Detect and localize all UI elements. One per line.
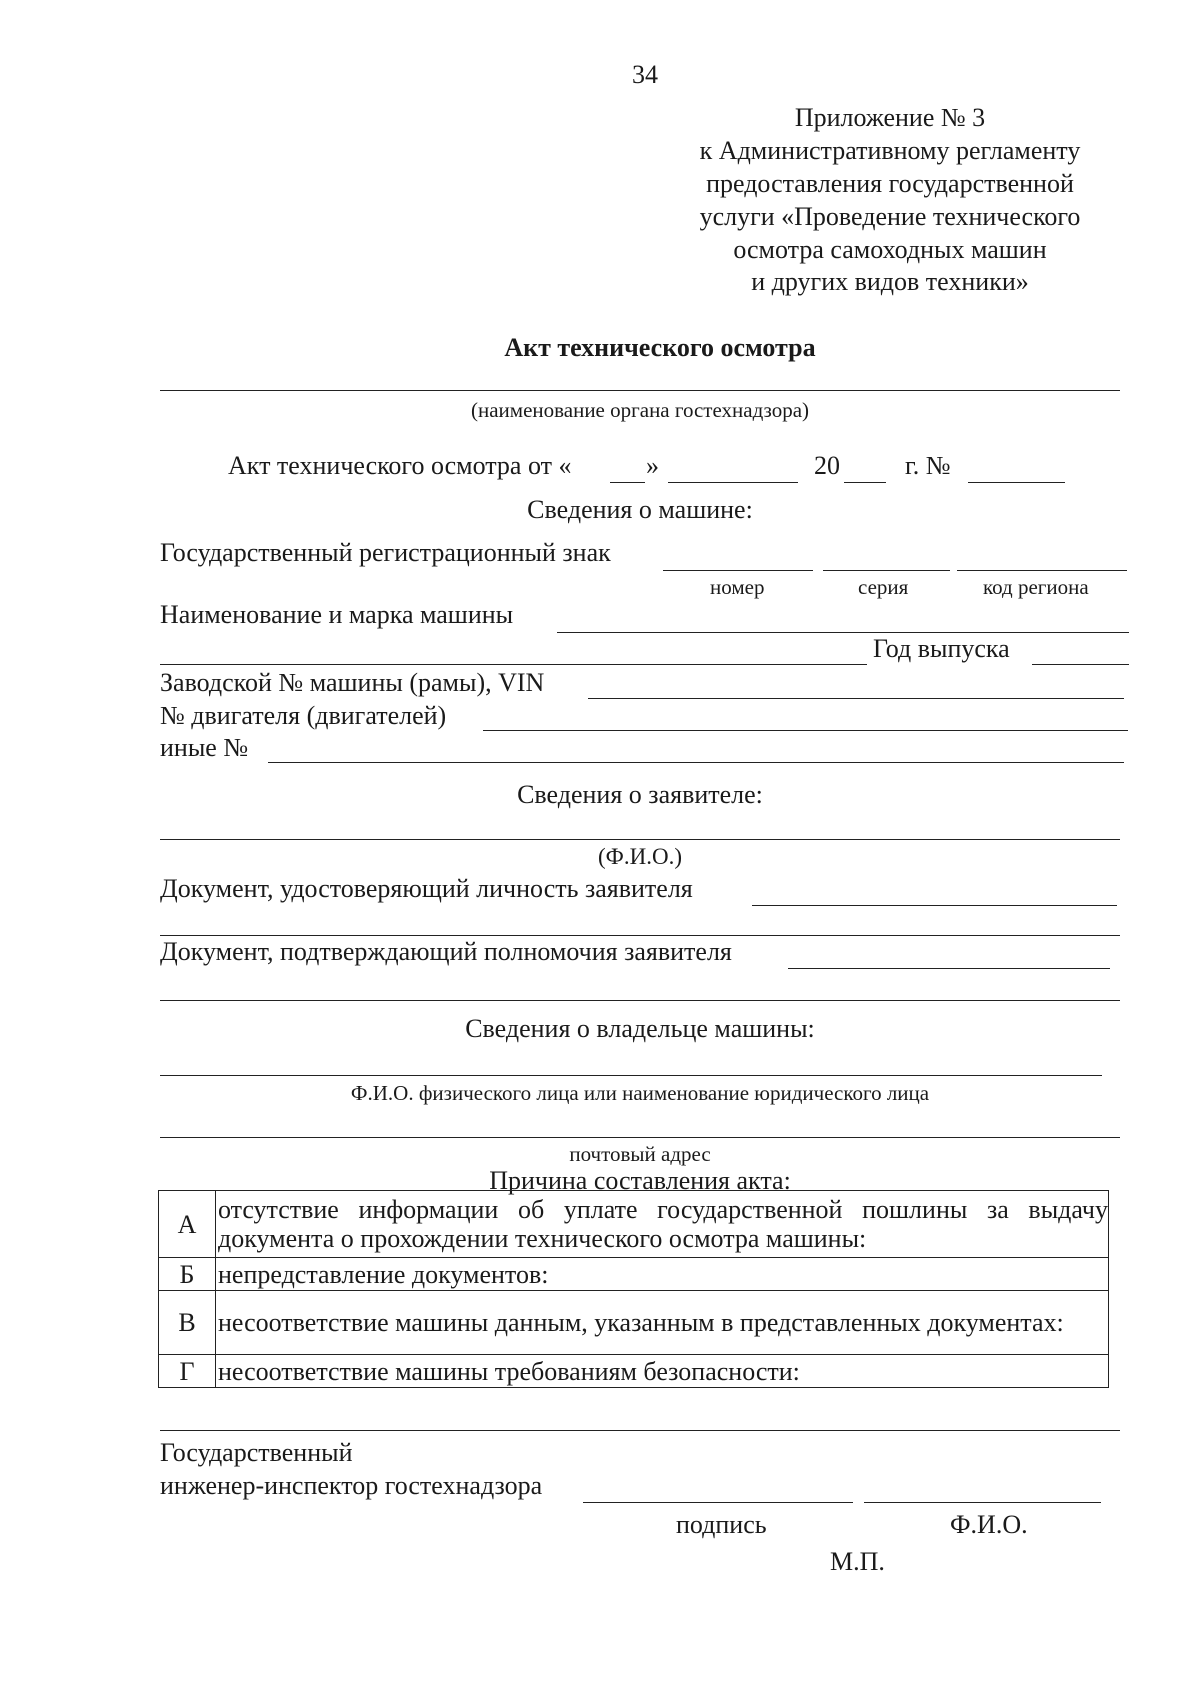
- id-document-field[interactable]: [752, 905, 1117, 906]
- reasons-table: [158, 1190, 1109, 1388]
- reason-text: несоответствие машины требованиям безопасности:: [216, 1355, 1109, 1388]
- act-number-field[interactable]: [968, 482, 1065, 483]
- reg-region-field[interactable]: [957, 570, 1127, 571]
- inspector-signature-field[interactable]: [583, 1502, 853, 1503]
- machine-name-field[interactable]: [557, 632, 1129, 633]
- organ-caption: (наименование органа гостехнадзора): [470, 398, 810, 422]
- id-document-field-continued[interactable]: [160, 935, 1120, 936]
- fio-caption: Ф.И.О.: [950, 1510, 1028, 1539]
- engine-number-field[interactable]: [483, 730, 1128, 731]
- act-year-field[interactable]: [844, 482, 886, 483]
- appendix-line: Приложение № 3: [794, 103, 986, 132]
- owner-address-caption: почтовый адрес: [569, 1142, 711, 1166]
- owner-name-field[interactable]: [160, 1075, 1102, 1076]
- document-title: Акт технического осмотра: [504, 333, 816, 362]
- appendix-line: и других видов техники»: [751, 267, 1029, 296]
- stamp-place: М.П.: [830, 1547, 885, 1576]
- separator-line: [160, 1430, 1120, 1431]
- id-document-label: Документ, удостоверяющий личность заявителя: [160, 874, 693, 903]
- year-field[interactable]: [1032, 664, 1129, 665]
- other-numbers-label: иные №: [160, 733, 249, 762]
- reason-row[interactable]: [159, 1291, 1109, 1355]
- organ-name-field[interactable]: [160, 390, 1120, 391]
- authority-document-field[interactable]: [788, 968, 1110, 969]
- owner-address-field[interactable]: [160, 1137, 1120, 1138]
- act-day-field[interactable]: [610, 482, 645, 483]
- inspector-title-line2: инженер-инспектор гостехнадзора: [160, 1471, 543, 1500]
- reg-series-field[interactable]: [823, 570, 950, 571]
- authority-document-field-continued[interactable]: [160, 1000, 1120, 1001]
- act-month-field[interactable]: [668, 482, 798, 483]
- owner-name-caption: Ф.И.О. физического лица или наименование юридического лица: [350, 1081, 930, 1105]
- reason-text: несоответствие машины данным, указанным в представленных документах:: [216, 1291, 1109, 1355]
- reg-number-field[interactable]: [663, 570, 813, 571]
- reason-text: отсутствие информации об уплате государственной пошлины за выдачу документа о прохождении технического осмотра машины:: [216, 1191, 1109, 1258]
- reason-row[interactable]: [159, 1191, 1109, 1258]
- appendix-line: услуги «Проведение технического: [699, 202, 1081, 231]
- machine-heading: Сведения о машине:: [527, 495, 753, 524]
- signature-caption: подпись: [676, 1510, 767, 1539]
- reason-letter: Г: [159, 1355, 216, 1388]
- reg-caption-region: код региона: [983, 575, 1089, 599]
- appendix-line: предоставления государственной: [706, 169, 1074, 198]
- authority-document-label: Документ, подтверждающий полномочия заявителя: [160, 937, 732, 966]
- reason-row[interactable]: [159, 1355, 1109, 1388]
- other-numbers-field[interactable]: [268, 762, 1124, 763]
- applicant-heading: Сведения о заявителе:: [517, 780, 763, 809]
- applicant-fio-caption: (Ф.И.О.): [598, 844, 682, 869]
- act-line-prefix: Акт технического осмотра от «: [228, 451, 572, 480]
- appendix-line: осмотра самоходных машин: [733, 235, 1047, 264]
- machine-name-field-continued[interactable]: [160, 664, 867, 665]
- owner-heading: Сведения о владельце машины:: [465, 1014, 815, 1043]
- applicant-fio-field[interactable]: [160, 839, 1120, 840]
- reason-letter: Б: [159, 1258, 216, 1291]
- act-quote-close: »: [646, 451, 659, 480]
- year-label: Год выпуска: [873, 634, 1010, 663]
- reason-letter: А: [159, 1191, 216, 1258]
- reg-caption-series: серия: [858, 575, 909, 599]
- reason-letter: В: [159, 1291, 216, 1355]
- inspector-fio-field[interactable]: [864, 1502, 1101, 1503]
- act-year-prefix: 20: [814, 451, 840, 480]
- factory-number-field[interactable]: [588, 698, 1124, 699]
- factory-number-label: Заводской № машины (рамы), VIN: [160, 668, 545, 697]
- reason-row[interactable]: [159, 1258, 1109, 1291]
- reason-text: непредставление документов:: [216, 1258, 1109, 1291]
- reasons-heading: Причина составления акта:: [489, 1166, 791, 1195]
- reg-sign-label: Государственный регистрационный знак: [160, 538, 611, 567]
- engine-number-label: № двигателя (двигателей): [160, 701, 447, 730]
- inspector-title-line1: Государственный: [160, 1438, 353, 1467]
- page-number: 34: [632, 60, 658, 89]
- reg-caption-number: номер: [710, 575, 765, 599]
- appendix-line: к Административному регламенту: [699, 136, 1081, 165]
- act-number-label: г. №: [905, 451, 951, 480]
- machine-name-label: Наименование и марка машины: [160, 600, 514, 629]
